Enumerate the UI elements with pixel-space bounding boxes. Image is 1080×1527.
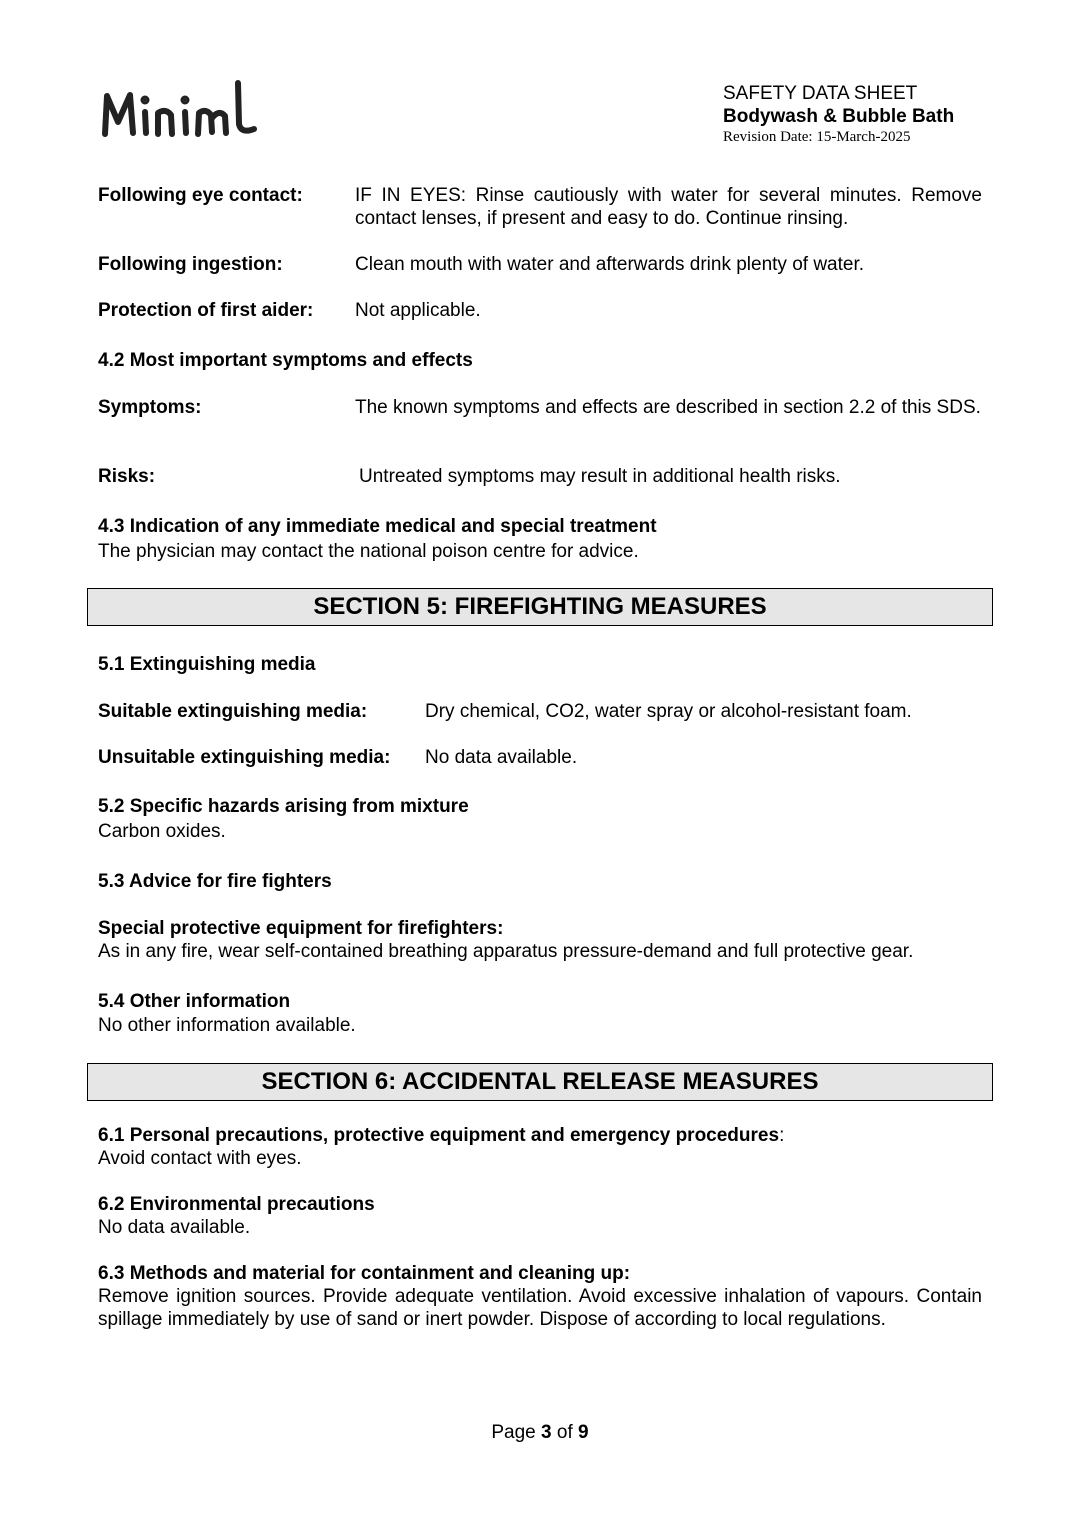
eye-contact-label: Following eye contact: — [98, 185, 303, 206]
ppe-text: As in any fire, wear self-contained breathing apparatus pressure-demand and full protective gear. — [98, 941, 914, 962]
document-header — [723, 82, 1043, 147]
first-aider-label: Protection of first aider: — [98, 300, 314, 321]
heading-6-1-line — [98, 1124, 982, 1147]
risks-label: Risks: — [98, 466, 156, 487]
page-word: Page — [491, 1422, 536, 1443]
text-5-4: No other information available. — [98, 1015, 356, 1036]
heading-5-1: 5.1 Extinguishing media — [98, 654, 316, 675]
section-5-title: SECTION 5: FIREFIGHTING MEASURES — [87, 588, 993, 626]
unsuitable-media-label: Unsuitable extinguishing media: — [98, 747, 391, 768]
symptoms-label: Symptoms: — [98, 397, 202, 418]
page-footer — [0, 1421, 1080, 1444]
risks-value: Untreated symptoms may result in additional health risks. — [359, 466, 841, 487]
symptoms-value: The known symptoms and effects are described in section 2.2 of this SDS. — [355, 397, 981, 418]
risks-row — [98, 465, 982, 489]
revision-date: Revision Date: 15-March-2025 — [723, 129, 911, 145]
suitable-media-label: Suitable extinguishing media: — [98, 701, 368, 722]
eye-contact-row — [98, 184, 982, 232]
text-6-3: Remove ignition sources. Provide adequate ventilation. Avoid excessive inhalation of vapours. Contain spillage immediately by use of sand or inert powder. Dispose of according to local regulations. — [98, 1286, 982, 1330]
heading-6-1: 6.1 Personal precautions, protective equipment and emergency procedures — [98, 1125, 780, 1146]
heading-6-3: 6.3 Methods and material for containment and cleaning up: — [98, 1263, 631, 1284]
total-pages: 9 — [578, 1422, 589, 1443]
symptoms-row — [98, 396, 982, 444]
text-6-1: Avoid contact with eyes. — [98, 1148, 302, 1169]
page-number: 3 — [541, 1422, 552, 1443]
ingestion-value: Clean mouth with water and afterwards drink plenty of water. — [355, 254, 865, 275]
section-6-title: SECTION 6: ACCIDENTAL RELEASE MEASURES — [87, 1063, 993, 1101]
first-aider-row — [98, 299, 982, 323]
suitable-media-row — [98, 700, 982, 724]
heading-5-2: 5.2 Specific hazards arising from mixture — [98, 796, 469, 817]
eye-contact-value: IF IN EYES: Rinse cautiously with water for several minutes. Remove contact lenses, if present and easy to do. Continue rinsing. — [355, 185, 982, 229]
suitable-media-value: Dry chemical, CO2, water spray or alcohol-resistant foam. — [425, 701, 912, 722]
of-word: of — [556, 1422, 573, 1443]
heading-5-4: 5.4 Other information — [98, 991, 291, 1012]
heading-5-3: 5.3 Advice for fire fighters — [98, 871, 332, 892]
heading-4-2: 4.2 Most important symptoms and effects — [98, 350, 473, 371]
ingestion-label: Following ingestion: — [98, 254, 283, 275]
brand-logo — [100, 78, 262, 148]
text-6-2: No data available. — [98, 1217, 251, 1238]
heading-6-2: 6.2 Environmental precautions — [98, 1194, 375, 1215]
text-4-3: The physician may contact the national poison centre for advice. — [98, 541, 639, 562]
ingestion-row — [98, 253, 982, 277]
document-type: SAFETY DATA SHEET — [723, 83, 918, 104]
heading-4-3: 4.3 Indication of any immediate medical and special treatment — [98, 516, 657, 537]
product-name: Bodywash & Bubble Bath — [723, 106, 955, 127]
heading-6-1-colon: : — [779, 1125, 785, 1146]
ppe-heading: Special protective equipment for firefighters: — [98, 918, 504, 939]
unsuitable-media-value: No data available. — [425, 747, 578, 768]
first-aider-value: Not applicable. — [355, 300, 481, 321]
unsuitable-media-row — [98, 746, 982, 770]
text-5-2: Carbon oxides. — [98, 821, 226, 842]
